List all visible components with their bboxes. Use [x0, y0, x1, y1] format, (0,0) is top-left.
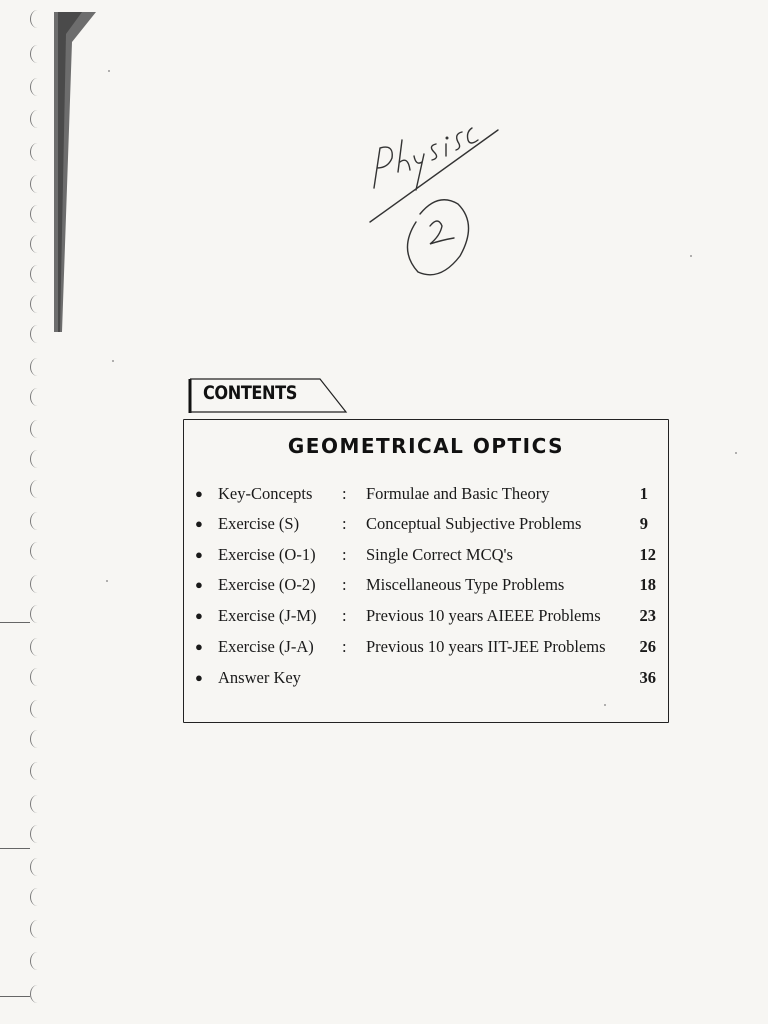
toc-item-name: Answer Key	[218, 668, 301, 687]
chapter-title: GEOMETRICAL OPTICS	[287, 434, 565, 458]
toc-page-number: 1	[639, 484, 648, 503]
bullet: ●	[195, 516, 203, 531]
toc-page-number: 12	[639, 545, 656, 564]
toc-page-number: 26	[639, 637, 656, 656]
toc-page-number: 9	[639, 514, 648, 533]
scan-speck	[604, 704, 606, 706]
toc-item-name: Exercise (O-2)	[218, 575, 316, 594]
toc-item-name: Exercise (O-1)	[218, 545, 316, 564]
toc-row	[184, 606, 668, 634]
toc-item-name: Exercise (S)	[218, 514, 300, 533]
spiral-binding	[30, 0, 60, 1024]
toc-colon: :	[342, 637, 347, 656]
toc-box	[183, 419, 669, 723]
toc-item-description: Previous 10 years AIEEE Problems	[366, 606, 601, 625]
toc-row	[184, 514, 668, 542]
toc-colon: :	[342, 575, 347, 594]
contents-label: CONTENTS	[203, 382, 297, 404]
toc-item-name: Key-Concepts	[218, 484, 313, 503]
scan-speck	[690, 255, 692, 257]
margin-mark	[0, 848, 30, 849]
toc-page-number: 36	[639, 668, 656, 687]
toc-item-description: Single Correct MCQ's	[366, 545, 513, 564]
toc-row	[184, 637, 668, 665]
toc-page-number: 23	[639, 606, 656, 625]
toc-item-description: Conceptual Subjective Problems	[366, 514, 582, 533]
scan-speck	[108, 70, 110, 72]
toc-colon: :	[342, 606, 347, 625]
bullet: ●	[195, 486, 203, 501]
toc-page-number: 18	[639, 575, 656, 594]
scan-speck	[106, 580, 108, 582]
toc-item-description: Miscellaneous Type Problems	[366, 575, 565, 594]
margin-mark	[0, 622, 30, 623]
toc-item-name: Exercise (J-A)	[218, 637, 314, 656]
toc-row	[184, 545, 668, 573]
toc-item-description: Formulae and Basic Theory	[366, 484, 550, 503]
toc-row	[184, 484, 668, 512]
toc-item-description: Previous 10 years IIT-JEE Problems	[366, 637, 606, 656]
toc-item-name: Exercise (J-M)	[218, 606, 317, 625]
bullet: ●	[195, 577, 203, 592]
bullet: ●	[195, 608, 203, 623]
handwritten-note	[350, 110, 510, 290]
bullet: ●	[195, 547, 203, 562]
contents-heading	[188, 377, 348, 415]
bullet: ●	[195, 670, 203, 685]
scan-speck	[112, 360, 114, 362]
toc-colon: :	[342, 484, 347, 503]
margin-mark	[0, 996, 30, 997]
toc-row	[184, 668, 668, 696]
scan-speck	[735, 452, 737, 454]
toc-colon: :	[342, 514, 347, 533]
toc-row	[184, 575, 668, 603]
bullet: ●	[195, 639, 203, 654]
toc-colon: :	[342, 545, 347, 564]
